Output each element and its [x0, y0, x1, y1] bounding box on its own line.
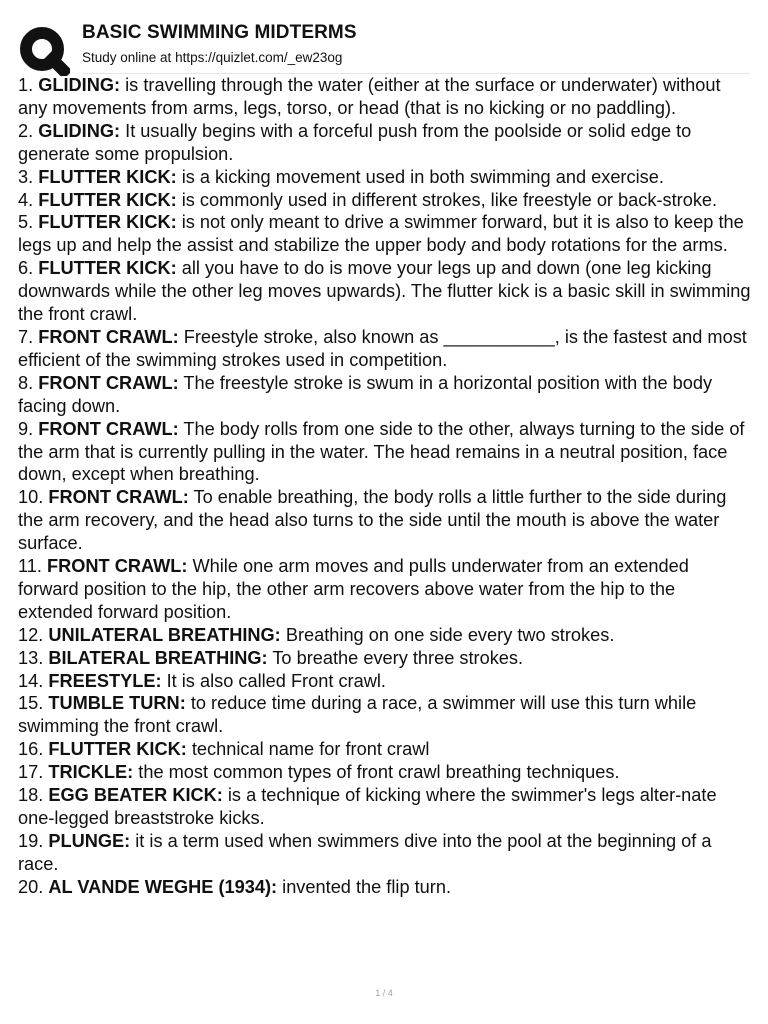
item-definition: all you have to do is move your legs up and down (one leg kicking downwards while the other leg moves upwards). The flutter kick is a basic skill in swimming the front crawl.: [18, 258, 751, 325]
flashcard-item: [18, 876, 753, 899]
item-term: FLUTTER KICK:: [38, 258, 177, 279]
document-header: [18, 20, 750, 74]
item-number: 11.: [18, 556, 42, 577]
item-definition: is not only meant to drive a swimmer forward, but it is also to keep the legs up and help the assist and stabilize the upper body and body rotations for the arms.: [18, 212, 744, 256]
item-definition: is travelling through the water (either at the surface or underwater) without any movements from arms, legs, torso, or head (that is no kicking or no paddling).: [18, 75, 721, 118]
document-subtitle: Study online at https://quizlet.com/_ew23og: [82, 50, 343, 65]
flashcard-item: [18, 166, 753, 189]
item-term: FLUTTER KICK:: [38, 189, 177, 210]
flashcard-item: [18, 784, 753, 830]
item-definition: the most common types of front crawl breathing techniques.: [138, 762, 620, 783]
item-definition: It is also called Front crawl.: [166, 670, 386, 691]
item-number: 10.: [18, 487, 44, 508]
flashcard-item: [18, 624, 753, 647]
document-title: BASIC SWIMMING MIDTERMS: [82, 22, 357, 43]
item-number: 4.: [18, 189, 34, 210]
flashcard-item: [18, 670, 753, 693]
item-definition: The body rolls from one side to the other, always turning to the side of the arm that is currently pulling in the water. The head remains in a neutral position, face down, except when breathing.: [18, 418, 745, 485]
item-number: 13.: [18, 647, 44, 668]
item-term: FRONT CRAWL:: [48, 487, 189, 508]
item-definition: invented the flip turn.: [282, 876, 452, 897]
item-term: GLIDING:: [38, 120, 121, 141]
item-number: 6.: [18, 258, 34, 279]
flashcard-item: [18, 738, 753, 761]
item-term: BILATERAL BREATHING:: [48, 647, 268, 668]
flashcard-item: [18, 326, 753, 372]
item-number: 7.: [18, 326, 34, 347]
item-number: 12.: [18, 624, 44, 645]
flashcard-list: [18, 74, 753, 899]
item-term: FRONT CRAWL:: [47, 556, 188, 577]
flashcard-item: [18, 647, 753, 670]
item-definition: it is a term used when swimmers dive into the pool at the beginning of a race.: [18, 830, 712, 874]
item-number: 18.: [18, 785, 44, 806]
item-number: 9.: [18, 418, 34, 439]
item-definition: To breathe every three strokes.: [272, 647, 524, 668]
item-definition: The freestyle stroke is swum in a horizontal position with the body facing down.: [18, 372, 713, 416]
item-term: FRONT CRAWL:: [38, 326, 179, 347]
flashcard-item: [18, 486, 753, 555]
flashcard-item: [18, 555, 753, 624]
item-term: TUMBLE TURN:: [48, 693, 186, 714]
item-number: 20.: [18, 876, 44, 897]
item-term: UNILATERAL BREATHING:: [48, 624, 281, 645]
flashcard-item: [18, 189, 753, 212]
item-term: EGG BEATER KICK:: [48, 785, 223, 806]
flashcard-item: [18, 830, 753, 876]
item-definition: is a technique of kicking where the swimmer's legs alter-nate one-legged breaststroke kicks.: [18, 785, 717, 828]
flashcard-item: [18, 211, 753, 257]
item-definition: Freestyle stroke, also known as ___________, is the fastest and most efficient of the swimming strokes used in competition.: [18, 326, 747, 370]
page-indicator: 1 / 4: [375, 988, 393, 998]
item-term: FLUTTER KICK:: [38, 166, 177, 187]
item-definition: It usually begins with a forceful push from the poolside or solid edge to generate some propulsion.: [18, 120, 692, 164]
flashcard-item: [18, 120, 753, 166]
item-number: 17.: [18, 762, 44, 783]
item-term: FLUTTER KICK:: [48, 739, 187, 760]
item-definition: To enable breathing, the body rolls a little further to the side during the arm recovery, and the head also turns to the side until the mouth is above the water surface.: [18, 487, 727, 554]
item-term: FLUTTER KICK:: [38, 212, 177, 233]
item-term: AL VANDE WEGHE (1934):: [48, 876, 278, 897]
flashcard-item: [18, 257, 753, 326]
flashcard-item: [18, 372, 753, 418]
item-number: 16.: [18, 739, 44, 760]
item-term: GLIDING:: [38, 75, 121, 95]
item-number: 2.: [18, 120, 34, 141]
item-term: PLUNGE:: [48, 830, 131, 851]
item-number: 3.: [18, 166, 34, 187]
flashcard-item: [18, 418, 753, 487]
item-term: FRONT CRAWL:: [38, 418, 179, 439]
item-number: 19.: [18, 830, 44, 851]
item-number: 1.: [18, 75, 34, 95]
item-definition: to reduce time during a race, a swimmer will use this turn while swimming the front crawl.: [18, 693, 697, 737]
flashcard-item: [18, 74, 753, 120]
item-number: 8.: [18, 372, 34, 393]
item-definition: technical name for front crawl: [191, 739, 430, 760]
item-number: 5.: [18, 212, 34, 233]
item-term: TRICKLE:: [48, 762, 134, 783]
item-definition: While one arm moves and pulls underwater from an extended forward position to the hip, the other arm recovers above water from the hip to the extended forward position.: [18, 556, 689, 622]
item-definition: Breathing on one side every two strokes.: [285, 624, 615, 645]
item-number: 14.: [18, 670, 44, 691]
item-number: 15.: [18, 693, 44, 714]
flashcard-item: [18, 761, 753, 784]
item-definition: is commonly used in different strokes, like freestyle or back-stroke.: [181, 189, 718, 210]
quizlet-logo: [18, 24, 70, 76]
item-term: FRONT CRAWL:: [38, 372, 179, 393]
item-term: FREESTYLE:: [48, 670, 162, 691]
flashcard-item: [18, 692, 753, 738]
item-definition: is a kicking movement used in both swimming and exercise.: [181, 166, 664, 187]
